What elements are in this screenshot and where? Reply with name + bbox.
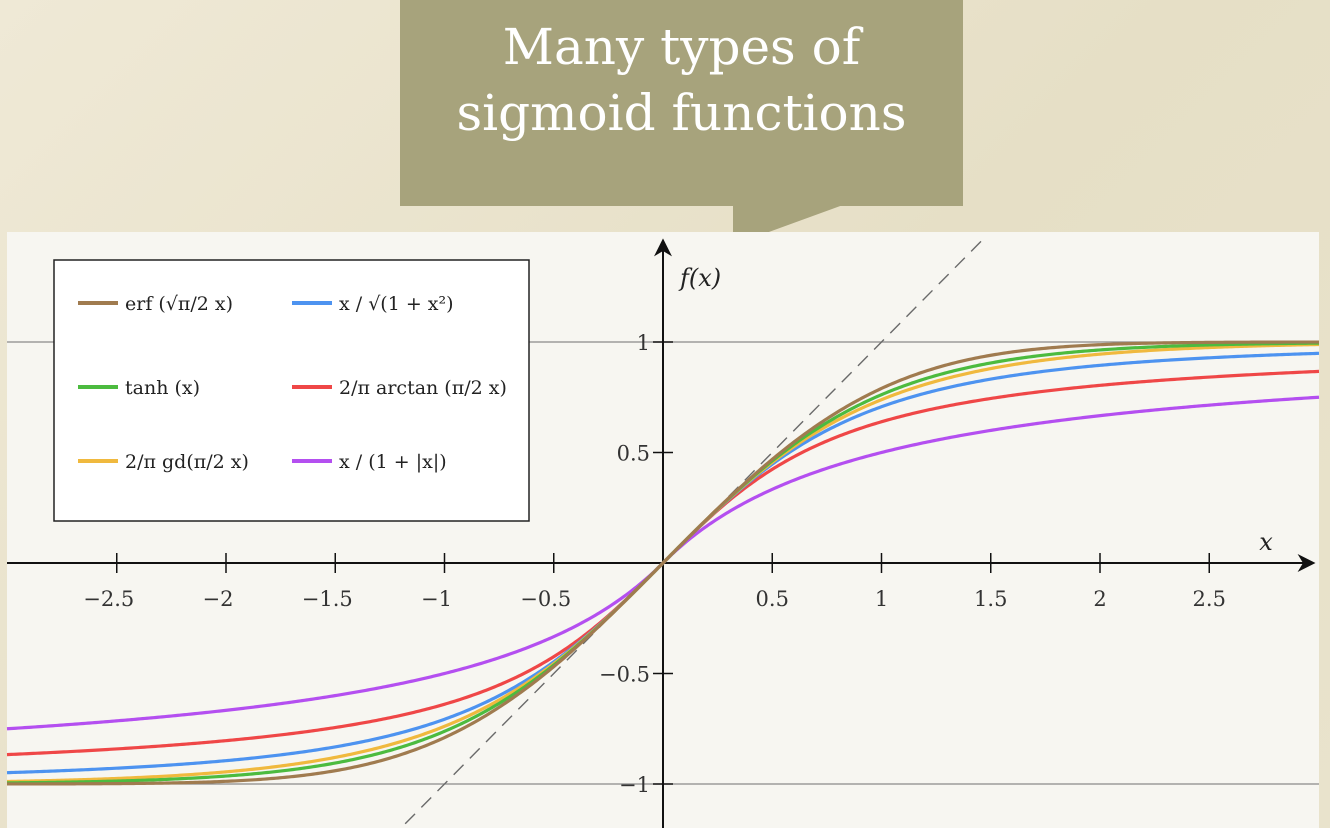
callout-line-1: Many types of — [502, 18, 861, 76]
legend-label-arctan: 2/π arctan (π/2 x) — [339, 377, 507, 399]
y-axis-label: f(x) — [680, 264, 722, 292]
x-tick-label: −1 — [421, 587, 452, 611]
y-tick-label: −1 — [619, 773, 650, 797]
callout-line-2: sigmoid functions — [456, 84, 907, 142]
y-tick-label: 0.5 — [616, 441, 650, 466]
legend — [54, 260, 529, 521]
legend-label-tanh: tanh (x) — [125, 377, 201, 399]
x-tick-label: −2 — [202, 587, 234, 611]
legend-label-gd: 2/π gd(π/2 x) — [125, 451, 249, 473]
legend-label-erf: erf (√π/2 x) — [125, 293, 234, 315]
y-tick-label: 1 — [636, 331, 650, 355]
x-tick-label: 1 — [874, 587, 889, 611]
legend-label-softsign: x / (1 + |x|) — [339, 451, 447, 473]
x-tick-label: 1.5 — [974, 587, 1008, 611]
x-tick-label: 0.5 — [755, 587, 789, 611]
x-tick-label: 2 — [1093, 587, 1107, 611]
y-tick-label: −0.5 — [599, 662, 650, 687]
x-tick-label: −0.5 — [520, 587, 572, 611]
x-tick-label: 2.5 — [1192, 587, 1226, 611]
legend-label-algebraic: x / √(1 + x²) — [339, 293, 454, 315]
x-tick-label: −2.5 — [83, 587, 135, 611]
x-axis-label: x — [1259, 528, 1273, 556]
x-tick-label: −1.5 — [301, 587, 353, 611]
